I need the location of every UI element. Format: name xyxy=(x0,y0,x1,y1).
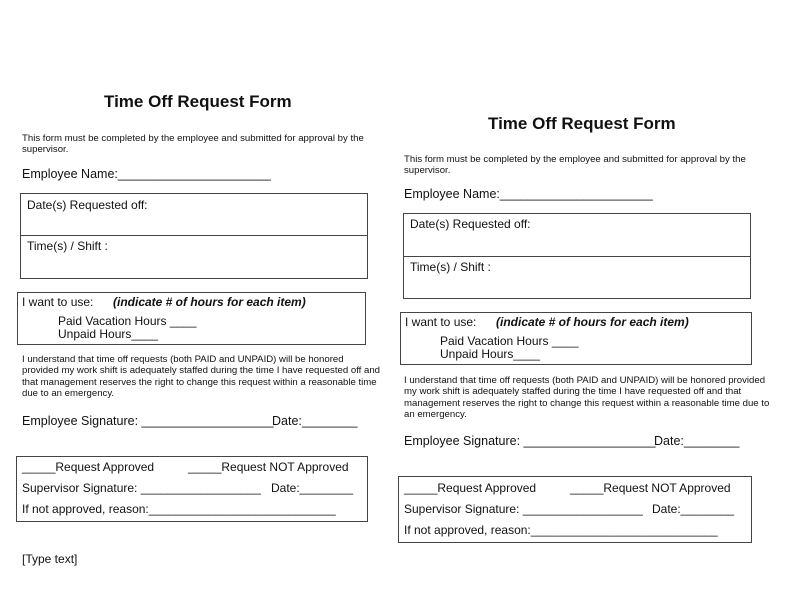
times-shift-field[interactable]: Time(s) / Shift : xyxy=(27,239,108,253)
hours-box xyxy=(400,312,752,365)
times-shift-field[interactable]: Time(s) / Shift : xyxy=(410,260,491,274)
employee-date-field[interactable]: Date:________ xyxy=(272,414,358,428)
supervisor-date-field[interactable]: Date:________ xyxy=(652,502,735,516)
not-approved-reason-field[interactable]: If not approved, reason:____________________________ xyxy=(404,523,718,537)
employee-name-field[interactable]: Employee Name:______________________ xyxy=(22,167,271,181)
dates-times-box xyxy=(403,213,751,299)
dates-times-box xyxy=(20,193,368,279)
box-divider xyxy=(21,235,367,236)
understand-paragraph: I understand that time off requests (both PAID and UNPAID) will be honored provided my work shift is adequately staffed during the time I have requested off and that management reserves the right to change this request within a reasonable time due to an emergency. xyxy=(22,354,381,399)
not-approved-reason-field[interactable]: If not approved, reason:____________________________ xyxy=(22,502,336,516)
form-intro: This form must be completed by the employee and submitted for approval by the supervisor. xyxy=(404,154,746,176)
footer-placeholder-text[interactable]: [Type text] xyxy=(22,552,78,566)
unpaid-hours-field[interactable]: Unpaid Hours____ xyxy=(58,327,159,341)
form-title: Time Off Request Form xyxy=(488,114,676,133)
request-approved-field[interactable]: _____Request Approved xyxy=(22,460,155,474)
employee-signature-field[interactable]: Employee Signature: ___________________ xyxy=(404,434,656,448)
employee-name-field[interactable]: Employee Name:______________________ xyxy=(404,187,653,201)
dates-requested-field[interactable]: Date(s) Requested off: xyxy=(410,217,531,231)
indicate-hours-label: (indicate # of hours for each item) xyxy=(496,315,689,329)
approval-box xyxy=(16,456,368,522)
paid-vacation-hours-field[interactable]: Paid Vacation Hours ____ xyxy=(58,314,197,328)
form-intro: This form must be completed by the employee and submitted for approval by the supervisor. xyxy=(22,133,364,155)
supervisor-signature-field[interactable]: Supervisor Signature: __________________ xyxy=(22,481,261,495)
supervisor-signature-field[interactable]: Supervisor Signature: __________________ xyxy=(404,502,643,516)
paid-vacation-hours-field[interactable]: Paid Vacation Hours ____ xyxy=(440,334,579,348)
request-approved-field[interactable]: _____Request Approved xyxy=(404,481,537,495)
indicate-hours-label: (indicate # of hours for each item) xyxy=(113,295,306,309)
i-want-to-use-label: I want to use: xyxy=(405,315,477,329)
understand-paragraph: I understand that time off requests (both PAID and UNPAID) will be honored provided my work shift is adequately staffed during the time I have requested off and that management reserves the right to change this request within a reasonable time due to an emergency. xyxy=(404,375,770,420)
approval-box xyxy=(398,476,752,543)
hours-box xyxy=(17,292,366,345)
request-not-approved-field[interactable]: _____Request NOT Approved xyxy=(188,460,349,474)
request-not-approved-field[interactable]: _____Request NOT Approved xyxy=(570,481,731,495)
i-want-to-use-label: I want to use: xyxy=(22,295,94,309)
dates-requested-field[interactable]: Date(s) Requested off: xyxy=(27,198,148,212)
form-title: Time Off Request Form xyxy=(104,92,292,111)
unpaid-hours-field[interactable]: Unpaid Hours____ xyxy=(440,347,541,361)
employee-date-field[interactable]: Date:________ xyxy=(654,434,740,448)
employee-signature-field[interactable]: Employee Signature: ___________________ xyxy=(22,414,274,428)
supervisor-date-field[interactable]: Date:________ xyxy=(271,481,354,495)
box-divider xyxy=(404,256,750,257)
